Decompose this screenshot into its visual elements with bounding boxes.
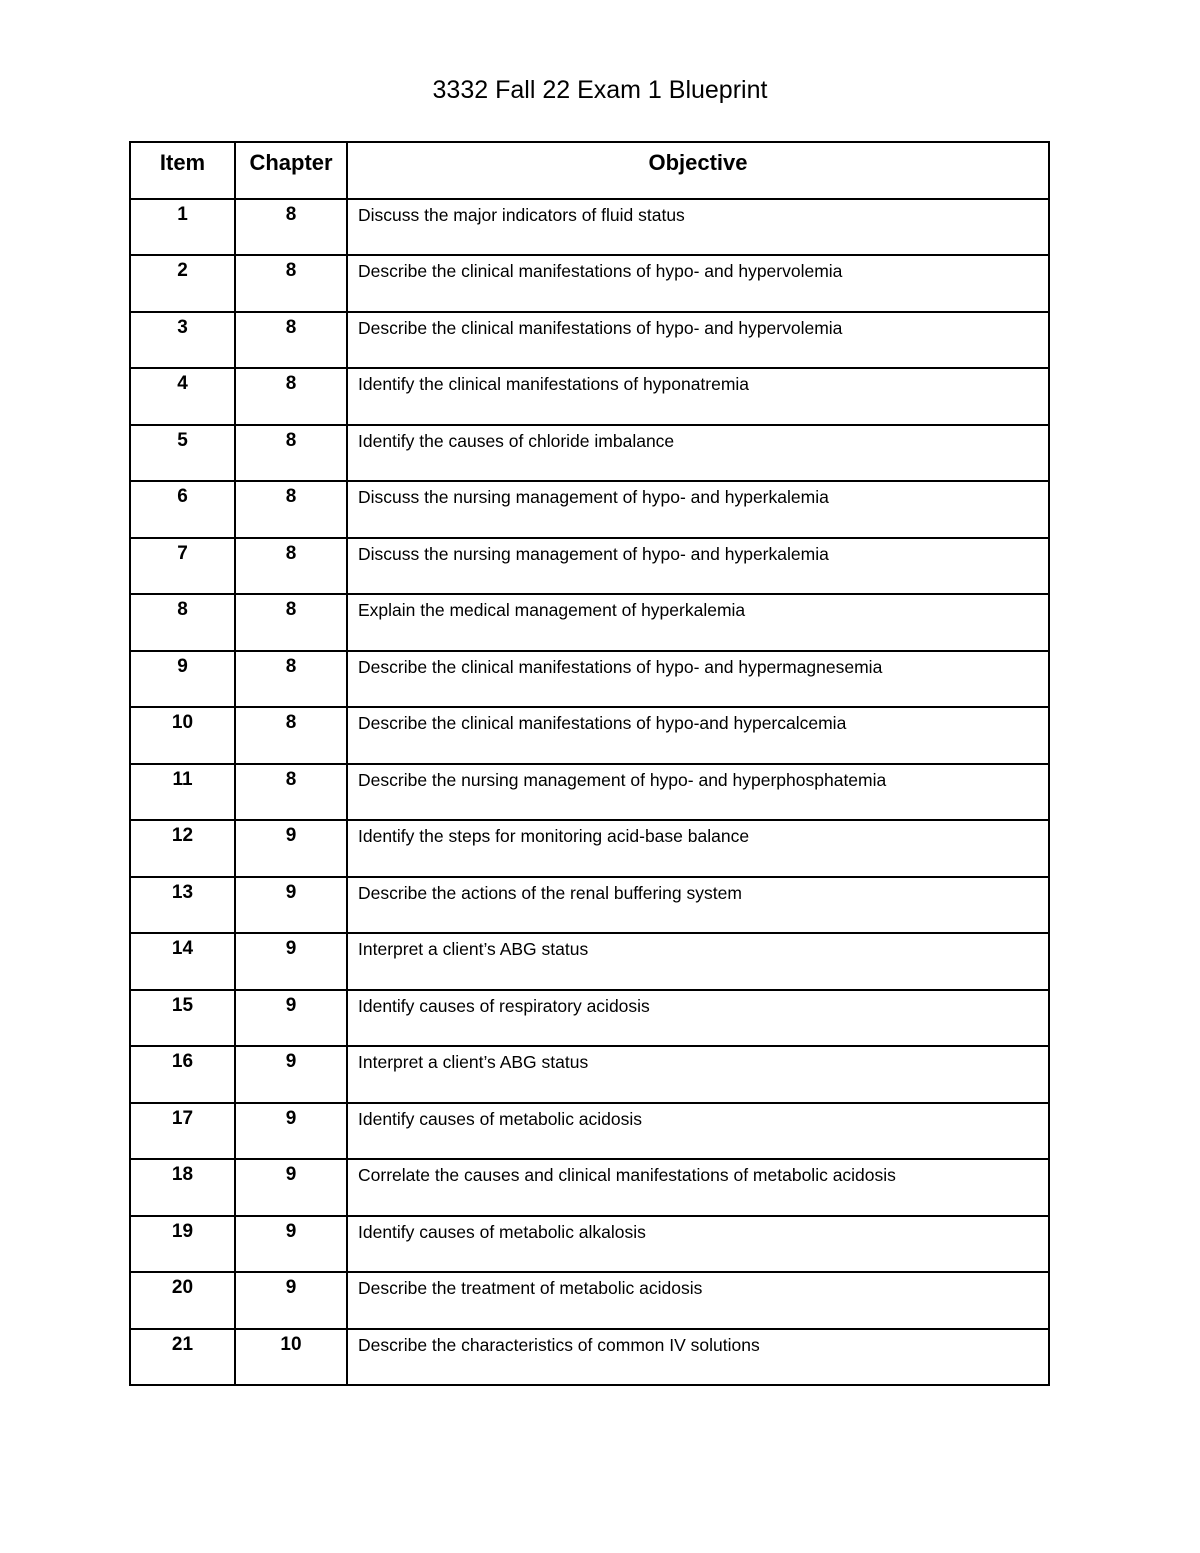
table-row xyxy=(130,933,1049,990)
table-row xyxy=(130,764,1049,821)
objective-cell: Describe the treatment of metabolic acidosis xyxy=(347,1272,1049,1329)
table-row xyxy=(130,1329,1049,1386)
chapter-number-cell: 8 xyxy=(235,368,347,425)
chapter-number-cell: 8 xyxy=(235,764,347,821)
item-number-cell: 13 xyxy=(130,877,235,934)
objective-column-header: Objective xyxy=(347,142,1049,199)
chapter-number-cell: 9 xyxy=(235,1046,347,1103)
chapter-number-cell: 8 xyxy=(235,199,347,256)
table-row xyxy=(130,877,1049,934)
table-row xyxy=(130,368,1049,425)
table-row xyxy=(130,707,1049,764)
table-row xyxy=(130,425,1049,482)
objective-cell: Discuss the nursing management of hypo- and hyperkalemia xyxy=(347,481,1049,538)
item-number-cell: 17 xyxy=(130,1103,235,1160)
chapter-number-cell: 9 xyxy=(235,877,347,934)
chapter-number-cell: 8 xyxy=(235,312,347,369)
item-column-header: Item xyxy=(130,142,235,199)
objective-cell: Identify causes of respiratory acidosis xyxy=(347,990,1049,1047)
objective-cell: Describe the clinical manifestations of hypo- and hypervolemia xyxy=(347,312,1049,369)
item-number-cell: 10 xyxy=(130,707,235,764)
chapter-number-cell: 8 xyxy=(235,538,347,595)
table-row xyxy=(130,1103,1049,1160)
objective-cell: Describe the characteristics of common IV solutions xyxy=(347,1329,1049,1386)
objective-cell: Interpret a client’s ABG status xyxy=(347,933,1049,990)
table-row xyxy=(130,594,1049,651)
item-number-cell: 2 xyxy=(130,255,235,312)
item-number-cell: 7 xyxy=(130,538,235,595)
table-row xyxy=(130,651,1049,708)
objective-cell: Correlate the causes and clinical manifestations of metabolic acidosis xyxy=(347,1159,1049,1216)
chapter-number-cell: 10 xyxy=(235,1329,347,1386)
chapter-column-header: Chapter xyxy=(235,142,347,199)
chapter-number-cell: 9 xyxy=(235,933,347,990)
table-row xyxy=(130,1216,1049,1273)
item-number-cell: 16 xyxy=(130,1046,235,1103)
item-number-cell: 14 xyxy=(130,933,235,990)
chapter-number-cell: 8 xyxy=(235,707,347,764)
table-row xyxy=(130,199,1049,256)
table-row xyxy=(130,990,1049,1047)
item-number-cell: 11 xyxy=(130,764,235,821)
chapter-number-cell: 8 xyxy=(235,594,347,651)
objective-cell: Describe the clinical manifestations of hypo-and hypercalcemia xyxy=(347,707,1049,764)
objective-cell: Describe the clinical manifestations of hypo- and hypervolemia xyxy=(347,255,1049,312)
chapter-number-cell: 8 xyxy=(235,425,347,482)
table-row xyxy=(130,1272,1049,1329)
table-row xyxy=(130,538,1049,595)
table-row xyxy=(130,820,1049,877)
item-number-cell: 21 xyxy=(130,1329,235,1386)
table-row xyxy=(130,312,1049,369)
page-title: 3332 Fall 22 Exam 1 Blueprint xyxy=(432,76,768,104)
chapter-number-cell: 8 xyxy=(235,481,347,538)
item-number-cell: 1 xyxy=(130,199,235,256)
objective-cell: Identify causes of metabolic acidosis xyxy=(347,1103,1049,1160)
table-header-row xyxy=(130,142,1049,199)
objective-cell: Explain the medical management of hyperkalemia xyxy=(347,594,1049,651)
blueprint-table xyxy=(129,141,1050,1386)
chapter-number-cell: 9 xyxy=(235,820,347,877)
chapter-number-cell: 9 xyxy=(235,1159,347,1216)
item-number-cell: 9 xyxy=(130,651,235,708)
item-number-cell: 19 xyxy=(130,1216,235,1273)
chapter-number-cell: 9 xyxy=(235,1272,347,1329)
chapter-number-cell: 9 xyxy=(235,1103,347,1160)
table-row xyxy=(130,1046,1049,1103)
objective-cell: Identify the steps for monitoring acid-base balance xyxy=(347,820,1049,877)
table-row xyxy=(130,481,1049,538)
chapter-number-cell: 9 xyxy=(235,990,347,1047)
item-number-cell: 18 xyxy=(130,1159,235,1216)
item-number-cell: 5 xyxy=(130,425,235,482)
objective-cell: Identify the clinical manifestations of hyponatremia xyxy=(347,368,1049,425)
item-number-cell: 15 xyxy=(130,990,235,1047)
item-number-cell: 3 xyxy=(130,312,235,369)
table-row xyxy=(130,255,1049,312)
item-number-cell: 4 xyxy=(130,368,235,425)
objective-cell: Identify causes of metabolic alkalosis xyxy=(347,1216,1049,1273)
objective-cell: Discuss the major indicators of fluid status xyxy=(347,199,1049,256)
item-number-cell: 12 xyxy=(130,820,235,877)
item-number-cell: 6 xyxy=(130,481,235,538)
chapter-number-cell: 9 xyxy=(235,1216,347,1273)
table-row xyxy=(130,1159,1049,1216)
objective-cell: Describe the nursing management of hypo- and hyperphosphatemia xyxy=(347,764,1049,821)
objective-cell: Identify the causes of chloride imbalance xyxy=(347,425,1049,482)
item-number-cell: 20 xyxy=(130,1272,235,1329)
objective-cell: Discuss the nursing management of hypo- and hyperkalemia xyxy=(347,538,1049,595)
table-body xyxy=(130,199,1049,1386)
item-number-cell: 8 xyxy=(130,594,235,651)
chapter-number-cell: 8 xyxy=(235,255,347,312)
objective-cell: Describe the actions of the renal buffering system xyxy=(347,877,1049,934)
objective-cell: Describe the clinical manifestations of hypo- and hypermagnesemia xyxy=(347,651,1049,708)
chapter-number-cell: 8 xyxy=(235,651,347,708)
objective-cell: Interpret a client’s ABG status xyxy=(347,1046,1049,1103)
